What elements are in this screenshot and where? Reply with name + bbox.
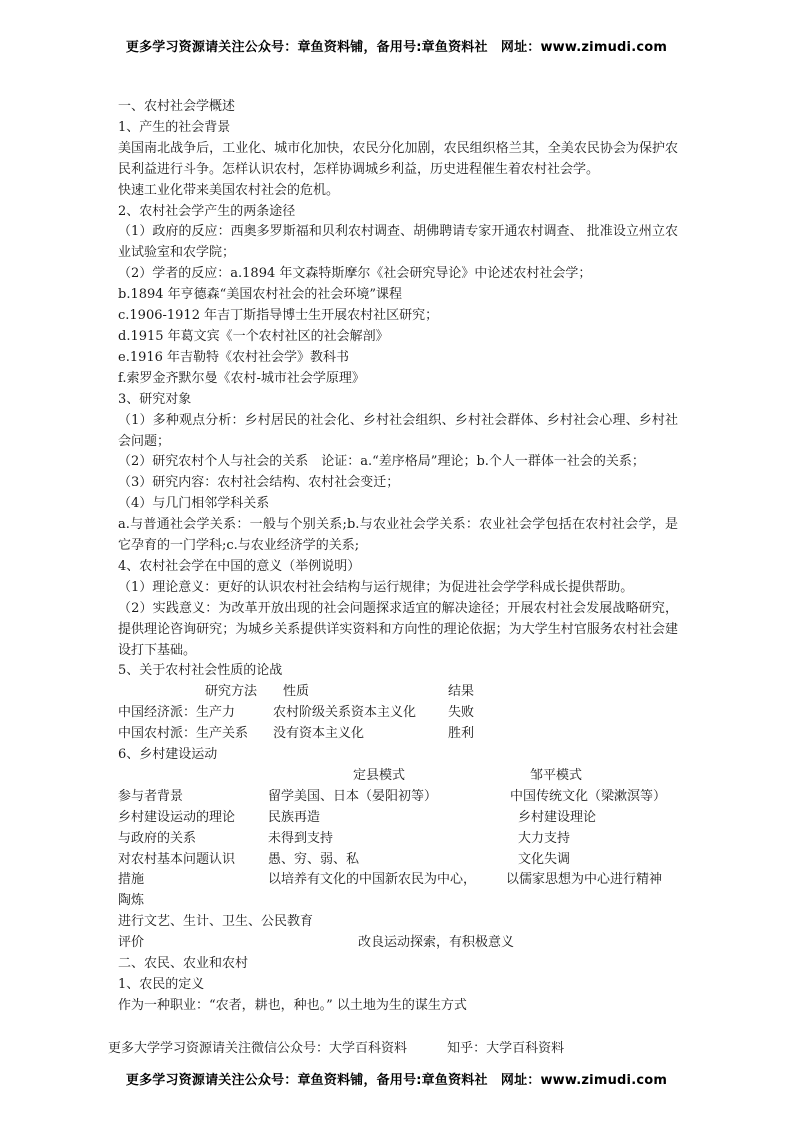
movement-table-row (118, 808, 678, 829)
movement-cell: 未得到支持 (268, 830, 334, 846)
debate-header-result: 结果 (448, 684, 475, 700)
footer-banner: 更多学习资源请关注公众号：章鱼资料铺，备用号:章鱼资料社 网址：www.zimudi.com (125, 1073, 668, 1088)
debate-cell: 胜利 (448, 726, 475, 742)
paragraph-government: （1）政府的反应：西奥多罗斯福和贝利农村调查、胡佛聘请专家开通农村调查、 批准设立州立农业试验室和农学院； (118, 224, 678, 261)
footer-note (108, 1037, 708, 1056)
paragraph-relations: a.与普通社会学关系：一般与个别关系;b.与农业社会学关系：农业社会学包括在农村社会学，是它孕育的一门学科;c.与农业经济学的关系; (118, 517, 678, 554)
footer-zhihu: 知乎：大学百科资料 (447, 1041, 565, 1056)
movement-header-dingxian: 定县模式 (353, 767, 406, 783)
movement-table-row (118, 850, 678, 871)
paragraph-occupation: 作为一种职业：“农者，耕也，种也。” 以土地为生的谋生方式 (118, 997, 467, 1013)
debate-cell: 没有资本主义化 (273, 726, 365, 742)
heading-section-1: 一、农村社会学概述 (118, 99, 236, 114)
subheading-background: 1、产生的社会背景 (118, 119, 231, 135)
list-item-b: b.1894 年亨德森“美国农村社会的社会环境”课程 (118, 287, 402, 303)
measures-zouping: 以儒家思想为中心进行精神 (506, 872, 663, 888)
movement-cell: 民族再造 (268, 809, 321, 825)
debate-header-nature: 性质 (283, 684, 310, 700)
movement-cell: 对农村基本问题认识 (118, 851, 236, 867)
measures-continuation: 陶炼 (118, 893, 145, 909)
subheading-significance: 4、农村社会学在中国的意义（举例说明） (118, 558, 361, 574)
paragraph-content: （3）研究内容：农村社会结构、农村社会变迁； (118, 475, 400, 491)
paragraph-crisis: 快速工业化带来美国农村社会的危机。 (118, 182, 340, 198)
movement-cell: 与政府的关系 (118, 830, 197, 846)
list-item-e: e.1916 年吉勒特《农村社会学》教科书 (118, 349, 350, 365)
movement-table-row-evaluation (118, 933, 678, 954)
movement-table-header (118, 766, 678, 787)
evaluation-label: 评价 (118, 935, 145, 951)
paragraph-related-disciplines: （4）与几门相邻学科关系 (118, 496, 270, 512)
subheading-debate: 5、关于农村社会性质的论战 (118, 663, 283, 679)
movement-cell: 参与者背景 (118, 788, 184, 804)
subheading-rural-construction: 6、乡村建设运动 (118, 747, 218, 763)
measures-label: 措施 (118, 872, 145, 888)
paragraph-theory-significance: （1）理论意义：更好的认识农村社会结构与运行规律；为促进社会学学科成长提供帮助。 (118, 579, 634, 595)
movement-table-row (118, 829, 678, 850)
movement-cell: 大力支持 (518, 830, 571, 846)
paragraph-individual-society: （2）研究农村个人与社会的关系 论证：a.“差序格局”理论；b.个人一群体一社会的关系； (118, 454, 645, 470)
movement-cell: 文化失调 (518, 851, 571, 867)
paragraph-background: 美国南北战争后，工业化、城市化加快，农民分化加剧，农民组织格兰其，全美农民协会为保护农民利益进行斗争。怎样认识农村，怎样协调城乡利益，历史进程催生着农村社会学。 (118, 140, 678, 177)
paragraph-views: （1）多种观点分析：乡村居民的社会化、乡村社会组织、乡村社会群体、乡村社会心理、乡村社会问题； (118, 412, 678, 449)
subheading-research-object: 3、研究对象 (118, 391, 192, 407)
movement-cell: 愚、穷、弱、私 (268, 851, 360, 867)
debate-cell: 失败 (448, 705, 475, 721)
movement-header-zouping: 邹平模式 (530, 767, 583, 783)
debate-table-header (118, 682, 678, 703)
movement-table-row-measures (118, 870, 678, 891)
heading-section-2: 二、农民、农业和农村 (118, 956, 249, 971)
movement-cell: 中国传统文化（梁漱溟等） (510, 788, 667, 804)
paragraph-practice-significance: （2）实践意义：为改革开放出现的社会问题探求适宜的解决途径；开展农村社会发展战略研究，提供理论咨询研究；为城乡关系提供详实资料和方向性的理论依据；为大学生村官服务农村社会建设打下基础。 (118, 600, 678, 658)
list-item-c: c.1906-1912 年吉丁斯指导博士生开展农村社区研究； (118, 308, 439, 324)
header-banner: 更多学习资源请关注公众号：章鱼资料铺，备用号:章鱼资料社 网址：www.zimudi.com (125, 40, 668, 55)
subheading-farmer-definition: 1、农民的定义 (118, 976, 205, 992)
debate-cell: 中国经济派：生产力 (118, 705, 236, 721)
movement-cell: 乡村建设理论 (518, 809, 597, 825)
debate-header-method: 研究方法 (205, 684, 258, 700)
list-item-f: f.索罗金齐默尔曼《农村-城市社会学原理》 (118, 370, 365, 386)
measures-dingxian: 以培养有文化的中国新农民为中心， (268, 872, 477, 888)
debate-table-row (118, 703, 678, 724)
measures-education: 进行文艺、生计、卫生、公民教育 (118, 914, 314, 930)
evaluation-text: 改良运动探索，有积极意义 (358, 935, 515, 951)
debate-table-row (118, 724, 678, 745)
debate-cell: 农村阶级关系资本主义化 (273, 705, 417, 721)
movement-cell: 乡村建设运动的理论 (118, 809, 236, 825)
footer-wechat: 更多大学学习资源请关注微信公众号：大学百科资料 (108, 1041, 408, 1056)
movement-table-row (118, 787, 678, 808)
subheading-two-paths: 2、农村社会学产生的两条途径 (118, 203, 296, 219)
movement-cell: 留学美国、日本（晏阳初等） (268, 788, 438, 804)
debate-cell: 中国农村派：生产关系 (118, 726, 249, 742)
paragraph-scholars: （2）学者的反应：a.1894 年文森特斯摩尔《社会研究导论》中论述农村社会学； (118, 266, 592, 282)
list-item-d: d.1915 年葛文宾《一个农村社区的社会解剖》 (118, 328, 389, 344)
document-body (118, 97, 678, 1017)
